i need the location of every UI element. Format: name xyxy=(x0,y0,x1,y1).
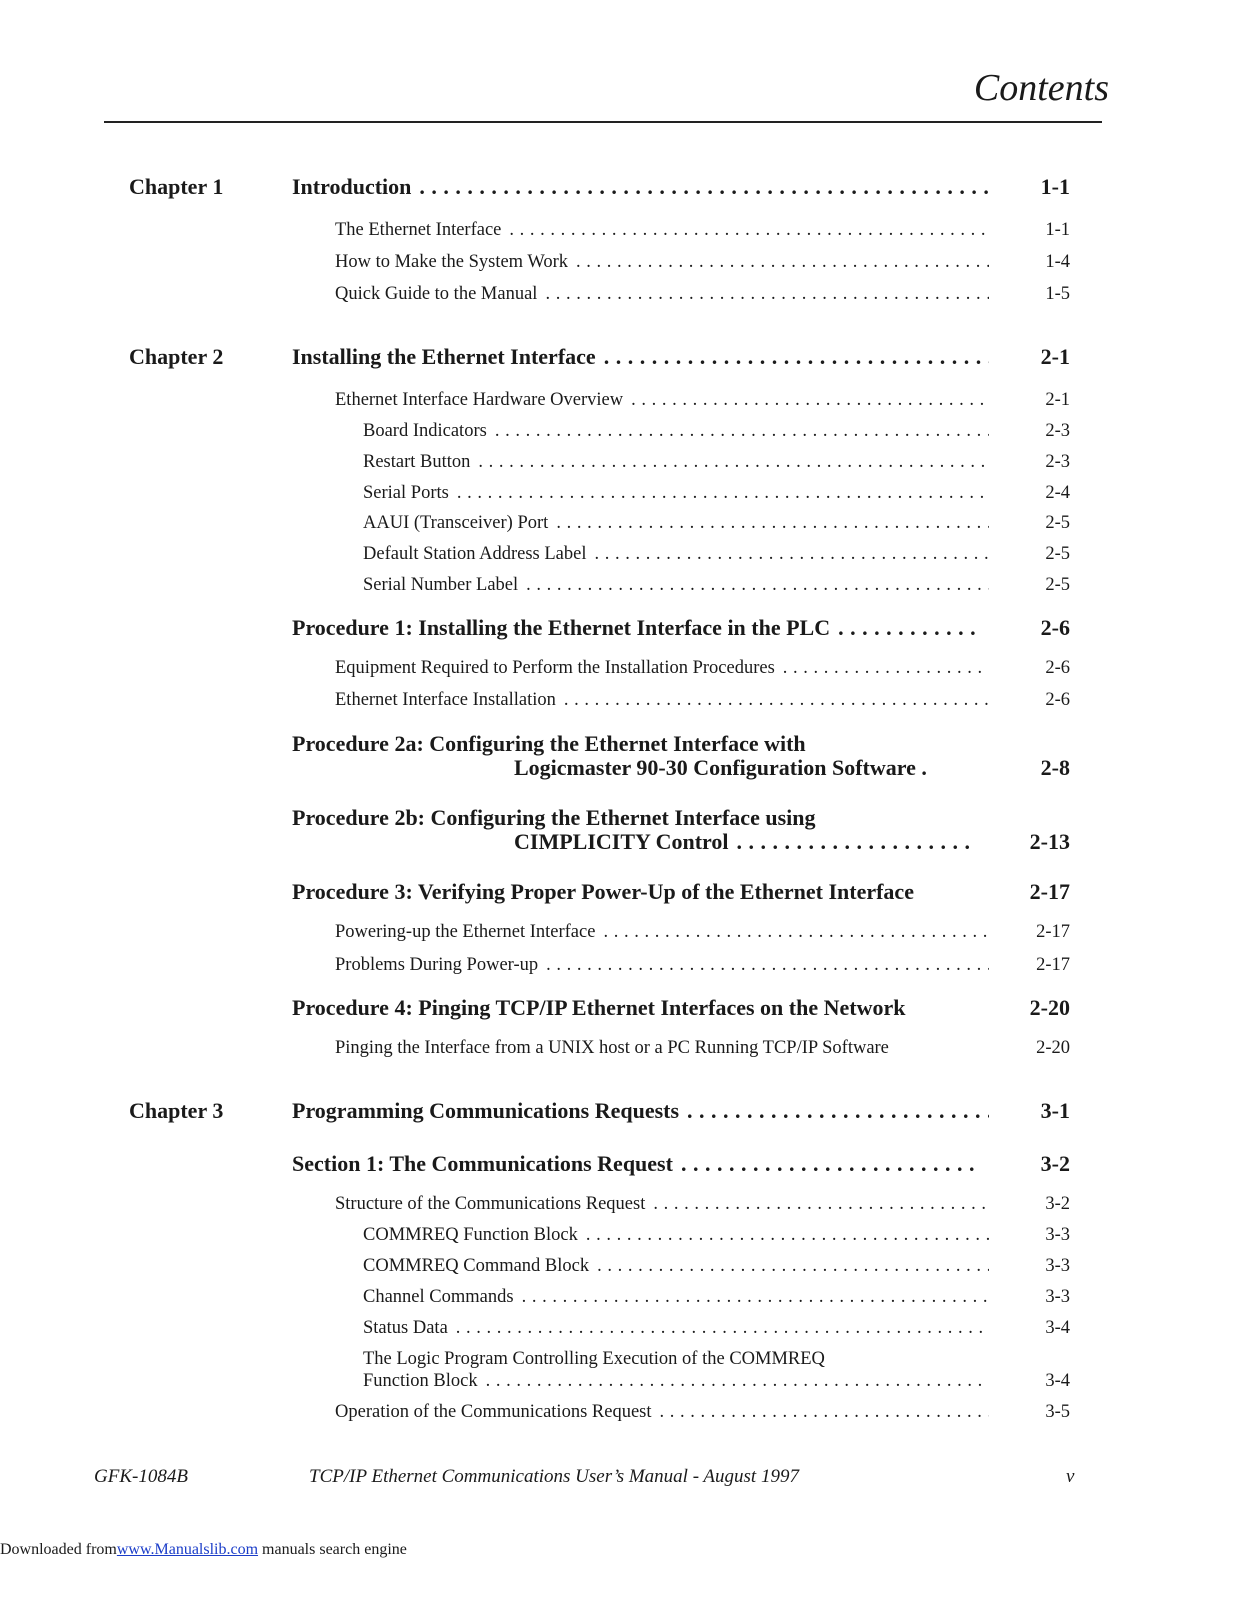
dot-leader xyxy=(586,1225,989,1246)
toc-page-number: 3-3 xyxy=(1045,1256,1070,1276)
toc-page-number: 1-5 xyxy=(1045,284,1070,304)
dot-leader xyxy=(556,513,989,534)
toc-entry-introduction[interactable] xyxy=(292,174,989,200)
toc-page-number: 3-4 xyxy=(1045,1371,1070,1391)
dot-leader xyxy=(509,220,989,241)
toc-page-number: 3-2 xyxy=(1040,1151,1070,1176)
toc-entry-label: Programming Communications Requests xyxy=(292,1098,680,1123)
dot-leader xyxy=(653,1194,989,1215)
toc-page-number: 2-6 xyxy=(1040,615,1070,640)
toc-entry[interactable] xyxy=(363,452,989,473)
dot-leader xyxy=(526,575,989,596)
toc-entry-label: Installing the Ethernet Interface xyxy=(292,344,596,369)
toc-entry[interactable] xyxy=(363,1256,989,1277)
toc-entry-label: Status Data xyxy=(363,1318,448,1338)
toc-page-number: 2-17 xyxy=(1036,955,1070,975)
dot-leader xyxy=(737,829,975,855)
toc-page-number: 3-3 xyxy=(1045,1287,1070,1307)
dot-leader xyxy=(838,615,975,641)
dot-leader xyxy=(604,344,989,370)
toc-entry-label: Section 1: The Communications Request xyxy=(292,1151,673,1176)
chapter-1-label: Chapter 1 xyxy=(129,174,224,199)
toc-page-number: 2-3 xyxy=(1045,452,1070,472)
toc-page-number: 3-5 xyxy=(1045,1402,1070,1422)
toc-entry[interactable] xyxy=(335,284,989,305)
toc-entry[interactable] xyxy=(363,421,989,442)
chapter-2-label: Chapter 2 xyxy=(129,344,224,369)
toc-entry-label: The Ethernet Interface xyxy=(335,220,502,240)
toc-entry-label: How to Make the System Work xyxy=(335,252,568,272)
toc-entry[interactable] xyxy=(363,513,989,534)
toc-entry[interactable]: The Logic Program Controlling Execution of the COMMREQ xyxy=(363,1349,825,1369)
toc-entry-label: Powering-up the Ethernet Interface xyxy=(335,922,596,942)
download-prefix: Downloaded from xyxy=(0,1541,117,1558)
dot-leader xyxy=(687,1098,989,1124)
toc-entry[interactable] xyxy=(335,690,989,711)
toc-page-number: 2-3 xyxy=(1045,421,1070,441)
dot-leader xyxy=(478,452,989,473)
toc-page-number: 3-1 xyxy=(1040,1098,1070,1123)
toc-entry-label: Function Block xyxy=(363,1371,478,1391)
dot-leader xyxy=(576,252,989,273)
toc-entry-procedure-2a[interactable]: Procedure 2a: Configuring the Ethernet Interface with xyxy=(292,731,806,756)
toc-entry-section-1[interactable] xyxy=(292,1151,975,1177)
toc-entry[interactable] xyxy=(335,955,989,976)
dot-leader xyxy=(545,284,989,305)
dot-leader xyxy=(597,1256,989,1277)
toc-entry-label: COMMREQ Command Block xyxy=(363,1256,590,1276)
manualslib-link[interactable]: www.Manualslib.com xyxy=(116,1541,259,1558)
dot-leader xyxy=(631,390,989,411)
dot-leader xyxy=(456,1318,989,1339)
toc-page-number: 3-3 xyxy=(1045,1225,1070,1245)
toc-entry-label: Ethernet Interface Installation xyxy=(335,690,556,710)
dot-leader xyxy=(522,1287,989,1308)
toc-entry-procedure-3[interactable]: Procedure 3: Verifying Proper Power-Up of the Ethernet Interface xyxy=(292,879,914,904)
chapter-3-label: Chapter 3 xyxy=(129,1098,224,1123)
dot-leader xyxy=(783,658,989,679)
toc-entry-label: Equipment Required to Perform the Installation Procedures xyxy=(335,658,775,678)
toc-entry-line2[interactable] xyxy=(363,1371,989,1392)
toc-entry[interactable] xyxy=(335,658,989,679)
toc-entry[interactable] xyxy=(335,1402,989,1423)
toc-entry[interactable] xyxy=(363,483,989,504)
dot-leader xyxy=(419,174,989,200)
toc-entry[interactable]: Pinging the Interface from a UNIX host or a PC Running TCP/IP Software xyxy=(335,1038,889,1058)
toc-entry-label: Introduction xyxy=(292,174,412,199)
dot-leader xyxy=(564,690,989,711)
toc-entry[interactable] xyxy=(335,1194,989,1215)
toc-entry-label: Structure of the Communications Request xyxy=(335,1194,646,1214)
toc-page-number: 2-5 xyxy=(1045,513,1070,533)
toc-page-number: 2-17 xyxy=(1029,879,1070,904)
toc-entry-installing[interactable] xyxy=(292,344,989,370)
toc-entry-label: Default Station Address Label xyxy=(363,544,587,564)
toc-entry-label: Board Indicators xyxy=(363,421,487,441)
toc-page-number: 3-4 xyxy=(1045,1318,1070,1338)
toc-entry-label: Problems During Power-up xyxy=(335,955,539,975)
toc-page-number: 2-6 xyxy=(1045,690,1070,710)
header-rule xyxy=(104,121,1102,123)
toc-page-number: 2-1 xyxy=(1045,390,1070,410)
toc-page-number: 2-20 xyxy=(1036,1038,1070,1058)
download-banner xyxy=(0,1541,407,1559)
toc-entry[interactable] xyxy=(363,544,989,565)
toc-entry-label: Channel Commands xyxy=(363,1287,514,1307)
dot-leader xyxy=(681,1151,975,1177)
toc-entry[interactable] xyxy=(335,922,989,943)
dot-leader xyxy=(660,1402,990,1423)
toc-entry-label: Procedure 1: Installing the Ethernet Interface in the PLC xyxy=(292,615,831,640)
dot-leader xyxy=(486,1371,989,1392)
footer-manual-title: TCP/IP Ethernet Communications User’s Manual - August 1997 xyxy=(309,1466,799,1487)
toc-page-number: 2-20 xyxy=(1029,995,1070,1020)
toc-entry-label: AAUI (Transceiver) Port xyxy=(363,513,549,533)
toc-entry[interactable] xyxy=(335,220,989,241)
toc-entry-procedure-2a-line2[interactable]: Logicmaster 90-30 Configuration Software . xyxy=(514,755,927,780)
toc-entry[interactable] xyxy=(363,1318,989,1339)
toc-entry-label: COMMREQ Function Block xyxy=(363,1225,578,1245)
footer-doc-id: GFK-1084B xyxy=(94,1466,188,1487)
toc-entry-procedure-1[interactable] xyxy=(292,615,975,641)
dot-leader xyxy=(457,483,989,504)
toc-page-number: 1-1 xyxy=(1040,174,1070,199)
dot-leader xyxy=(495,421,989,442)
dot-leader xyxy=(595,544,990,565)
toc-entry-label: Operation of the Communications Request xyxy=(335,1402,652,1422)
toc-entry[interactable] xyxy=(363,1225,989,1246)
toc-page-number: 2-8 xyxy=(1040,755,1070,780)
dot-leader xyxy=(603,922,989,943)
toc-page-number: 1-1 xyxy=(1045,220,1070,240)
toc-entry[interactable] xyxy=(335,390,989,411)
toc-entry-label: CIMPLICITY Control xyxy=(514,829,729,854)
toc-entry-label: Quick Guide to the Manual xyxy=(335,284,538,304)
toc-page-number: 2-5 xyxy=(1045,544,1070,564)
toc-entry[interactable] xyxy=(335,252,989,273)
toc-page-number: 2-13 xyxy=(1029,829,1070,854)
footer-page-number: v xyxy=(1066,1466,1075,1487)
toc-entry-label: Restart Button xyxy=(363,452,471,472)
toc-entry-programming[interactable] xyxy=(292,1098,989,1124)
toc-page-number: 2-4 xyxy=(1045,483,1070,503)
toc-entry[interactable] xyxy=(363,575,989,596)
toc-page-number: 2-1 xyxy=(1040,344,1070,369)
toc-page-number: 2-6 xyxy=(1045,658,1070,678)
toc-entry-label: Serial Ports xyxy=(363,483,449,503)
download-suffix: manuals search engine xyxy=(258,1541,407,1558)
toc-entry[interactable] xyxy=(363,1287,989,1308)
toc-entry-label: Serial Number Label xyxy=(363,575,519,595)
toc-entry-procedure-2b[interactable]: Procedure 2b: Configuring the Ethernet Interface using xyxy=(292,805,816,830)
contents-title: Contents xyxy=(973,67,1109,109)
toc-page-number: 2-5 xyxy=(1045,575,1070,595)
toc-page-number: 1-4 xyxy=(1045,252,1070,272)
toc-entry-procedure-4[interactable]: Procedure 4: Pinging TCP/IP Ethernet Interfaces on the Network xyxy=(292,995,906,1020)
toc-page-number: 3-2 xyxy=(1045,1194,1070,1214)
toc-page-number: 2-17 xyxy=(1036,922,1070,942)
toc-entry-procedure-2b-line2[interactable] xyxy=(514,829,975,855)
toc-entry-label: Ethernet Interface Hardware Overview xyxy=(335,390,624,410)
dot-leader xyxy=(546,955,989,976)
